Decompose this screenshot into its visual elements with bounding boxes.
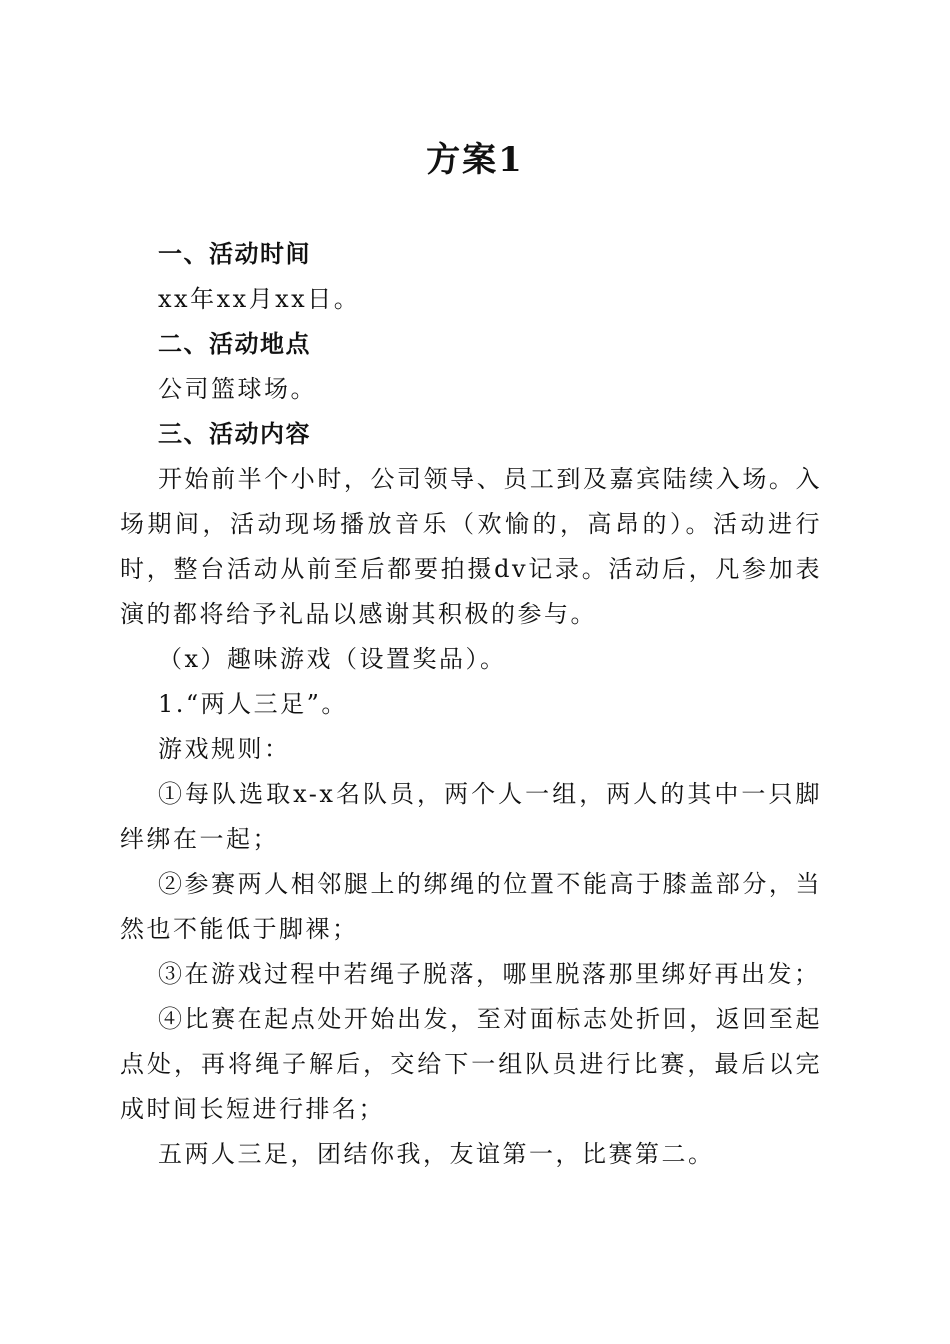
rule-item-4: ④比赛在起点处开始出发，至对面标志处折回，返回至起点处，再将绳子解后，交给下一组队员进行比赛，最后以完成时间长短进行排名； xyxy=(120,1005,822,1123)
document-title: 方案1 xyxy=(426,140,524,180)
section-heading-time: 一、活动时间 xyxy=(158,240,311,268)
paragraph-date: xx年xx月xx日。 xyxy=(158,285,361,313)
section-heading-content: 三、活动内容 xyxy=(158,420,311,448)
paragraph-content: 开始前半个小时，公司领导、员工到及嘉宾陆续入场。入场期间，活动现场播放音乐（欢愉的，高昂的）。活动进行时，整台活动从前至后都要拍摄dv记录。活动后，凡参加表演的都将给予礼品以感谢其积极的参与。 xyxy=(120,465,822,628)
paragraph-fun-games: （x）趣味游戏（设置奖品）。 xyxy=(158,645,507,673)
paragraph-rules-label: 游戏规则： xyxy=(158,735,291,763)
rule-item-1: ①每队选取x-x名队员，两个人一组，两人的其中一只脚绊绑在一起； xyxy=(120,780,822,853)
rule-item-2: ②参赛两人相邻腿上的绑绳的位置不能高于膝盖部分，当然也不能低于脚裸； xyxy=(120,870,822,943)
rule-item-3: ③在游戏过程中若绳子脱落，哪里脱落那里绑好再出发； xyxy=(158,960,821,988)
paragraph-location: 公司篮球场。 xyxy=(158,375,317,403)
paragraph-game-title: 1.“两人三足”。 xyxy=(158,690,348,718)
document-body xyxy=(120,232,822,1177)
paragraph-slogan: 五两人三足，团结你我，友谊第一，比赛第二。 xyxy=(158,1140,715,1168)
section-heading-location: 二、活动地点 xyxy=(158,330,311,358)
